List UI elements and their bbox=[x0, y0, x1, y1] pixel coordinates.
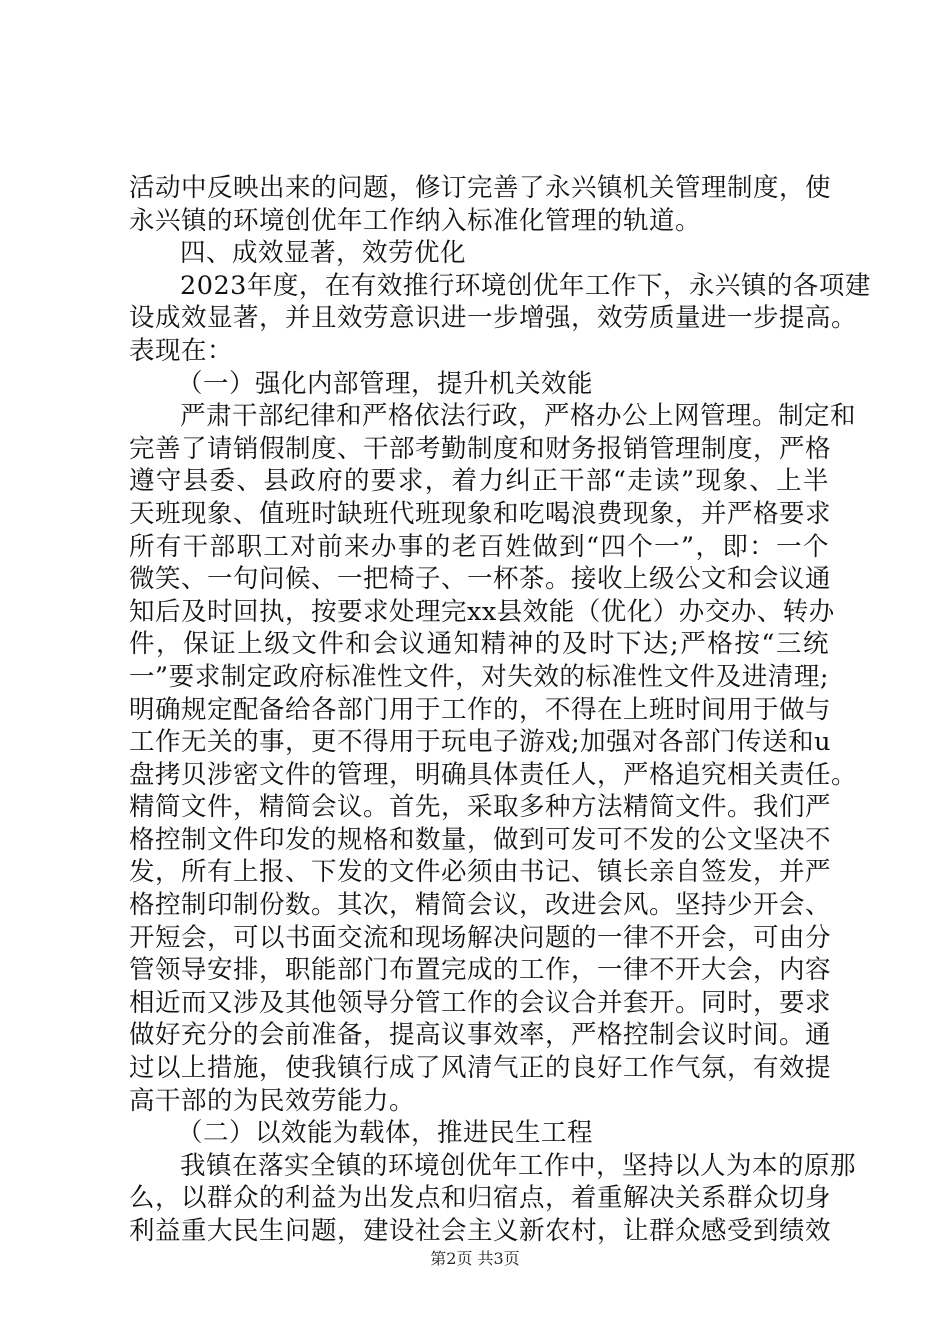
subsection-heading: （二）以效能为载体，推进民生工程 bbox=[177, 1118, 594, 1149]
text-line: 利益重大民生问题，建设社会主义新农村，让群众感受到绩效 bbox=[129, 1216, 832, 1246]
text-line: 么，以群众的利益为出发点和归宿点，着重解决关系群众切身 bbox=[129, 1183, 832, 1214]
text-line: 严肃干部纪律和严格依法行政，严格办公上网管理。制定和 bbox=[180, 401, 857, 432]
text-line: 设成效显著，并且效劳意识进一步增强，效劳质量进一步提高。 bbox=[129, 303, 858, 334]
text-line: 永兴镇的环境创优年工作纳入标准化管理的轨道。 bbox=[129, 205, 702, 236]
section-heading: 四、成效显著，效劳优化 bbox=[180, 238, 467, 269]
text-line: 精简文件，精简会议。首先，采取多种方法精简文件。我们严 bbox=[129, 792, 832, 823]
text-line: 盘拷贝涉密文件的管理，明确具体责任人，严格追究相关责任。 bbox=[129, 759, 858, 790]
text-line: 高干部的为民效劳能力。 bbox=[129, 1085, 416, 1116]
text-line: 件，保证上级文件和会议通知精神的及时下达;严格按“三统 bbox=[129, 629, 829, 660]
text-line: 活动中反映出来的问题，修订完善了永兴镇机关管理制度，使 bbox=[129, 173, 832, 203]
text-line: 格控制印制份数。其次，精简会议，改进会风。坚持少开会、 bbox=[129, 890, 832, 921]
text-line: 明确规定配备给各部门用于工作的，不得在上班时间用于做与 bbox=[129, 694, 832, 725]
text-line: 2023年度，在有效推行环境创优年工作下，永兴镇的各项建 bbox=[180, 270, 871, 301]
page-number-footer: 第2页 共3页 bbox=[430, 1249, 520, 1268]
text-line: 知后及时回执，按要求处理完xx县效能（优化）办交办、转办 bbox=[129, 596, 835, 627]
text-line: 我镇在落实全镇的环境创优年工作中，坚持以人为本的原那 bbox=[180, 1150, 857, 1181]
text-line: 表现在： bbox=[129, 335, 234, 366]
text-line: 发，所有上报、下发的文件必须由书记、镇长亲自签发，并严 bbox=[129, 857, 832, 888]
text-line: 开短会，可以书面交流和现场解决问题的一律不开会，可由分 bbox=[129, 922, 832, 953]
subsection-heading: （一）强化内部管理，提升机关效能 bbox=[177, 368, 594, 399]
text-line: 所有干部职工对前来办事的老百姓做到“四个一”，即：一个 bbox=[129, 531, 829, 562]
text-line: 完善了请销假制度、干部考勤制度和财务报销管理制度，严格 bbox=[129, 433, 832, 464]
text-line: 做好充分的会前准备，提高议事效率，严格控制会议时间。通 bbox=[129, 1020, 832, 1051]
text-line: 遵守县委、县政府的要求，着力纠正干部“走读”现象、上半 bbox=[129, 466, 829, 497]
text-line: 一”要求制定政府标准性文件，对失效的标准性文件及进清理; bbox=[129, 661, 829, 692]
text-line: 天班现象、值班时缺班代班现象和吃喝浪费现象，并严格要求 bbox=[129, 498, 832, 529]
document-body bbox=[129, 172, 871, 1248]
text-line: 微笑、一句问候、一把椅子、一杯茶。接收上级公文和会议通 bbox=[129, 564, 832, 595]
text-line: 格控制文件印发的规格和数量，做到可发可不发的公文坚决不 bbox=[129, 824, 832, 855]
text-line: 工作无关的事，更不得用于玩电子游戏;加强对各部门传送和u bbox=[129, 727, 832, 758]
text-line: 过以上措施，使我镇行成了风清气正的良好工作气氛，有效提 bbox=[129, 1053, 832, 1084]
text-line: 相近而又涉及其他领导分管工作的会议合并套开。同时，要求 bbox=[129, 987, 832, 1018]
text-line: 管领导安排，职能部门布置完成的工作，一律不开大会，内容 bbox=[129, 955, 832, 986]
